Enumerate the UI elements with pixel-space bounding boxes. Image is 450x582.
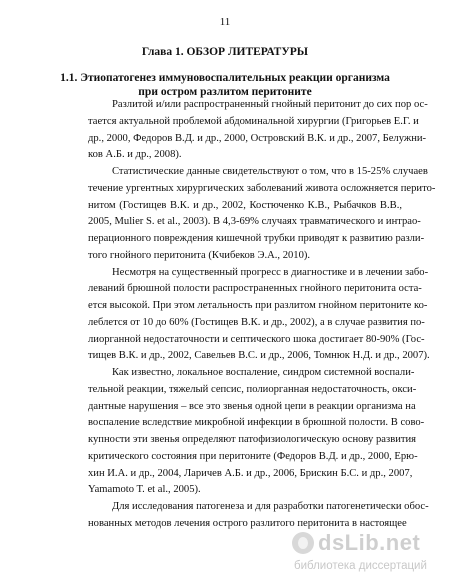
text-line: критического состояния при перитоните (Федоров В.Д. и др., 2000, Ерю- (88, 450, 418, 462)
page-number: 11 (219, 16, 231, 28)
text-line: Для исследования патогенеза и для разработки патогенетически обос- (112, 501, 429, 512)
text-line: Статистические данные свидетельствуют о том, что в 15-25% случаев (112, 166, 428, 177)
paragraph (88, 97, 428, 164)
text-line: тищев В.К. и др., 2002, Савельев В.С. и др., 2006, Томнюк Н.Д. и др., 2007). (88, 350, 430, 362)
paragraph (88, 365, 425, 499)
watermark (292, 530, 442, 576)
text-line: 2005, Mulier S. et al., 2003). В 4,3-69% случаях травматического и интрао- (88, 216, 421, 228)
text-line: того гнойного перитонита (Кчибеков Э.А., 2010). (88, 249, 311, 261)
text-line: др., 2000, Федоров В.Д. и др., 2000, Островский В.К. и др., 2007, Белужни- (88, 132, 427, 144)
text-line: леваний брюшной полости распространенных гнойного перитонита оста- (88, 283, 422, 295)
paragraph (88, 164, 436, 265)
section-title-line-2: при остром разлитом перитоните (138, 86, 312, 98)
watermark-logo: dsLib.net (318, 530, 421, 555)
text-line: дантные нарушения – все это звенья одной цепи в реакции организма на (88, 400, 416, 412)
text-line: лиорганной недостаточности и септического шока достигает 80-90% (Гос- (88, 333, 425, 345)
text-line: хин И.А. и др., 2004, Ларичев А.Б. и др., 2006, Брискин Б.С. и др., 2007, (88, 467, 413, 479)
text-line: тельной реакции, тяжелый сепсис, полиорганная недостаточность, окси- (88, 383, 417, 395)
chapter-title: Глава 1. ОБЗОР ЛИТЕРАТУРЫ (141, 46, 309, 58)
text-line: тается актуальной проблемой абдоминальной хирургии (Григорьев Е.Г. и (88, 115, 419, 127)
section-title-line-1: 1.1. Этиопатогенез иммуновоспалительных реакции организма (60, 72, 390, 84)
text-line: воспаление вследствие микробной инфекции в брюшной полости. В сово- (88, 417, 425, 429)
paragraph (88, 265, 430, 366)
text-line: купности эти звенья определяют патофизиологическую основу развития (88, 434, 417, 445)
text-line: перационного повреждения кишечной трубки приводят к развитию разли- (88, 233, 425, 244)
watermark-subtitle: библиотека диссертаций (294, 560, 427, 572)
text-line: течение ургентных хирургических заболеваний живота осложняется перито- (88, 182, 436, 194)
text-line: нованных методов лечения острого разлитого перитонита в настоящее (88, 517, 407, 529)
text-line: нитом (Гостищев В.К. и др., 2002, Костюченко К.В., Рыбачков В.В., (88, 199, 402, 211)
text-line: Yamamoto T. et al., 2005). (88, 484, 201, 496)
document-body (88, 97, 436, 533)
text-line: Несмотря на существенный прогресс в диагностике и в лечении забо- (112, 266, 429, 278)
text-line: ков А.Б. и др., 2008). (88, 149, 182, 161)
paragraph (88, 499, 429, 533)
text-line: Как известно, локальное воспаление, синдром системной воспали- (112, 367, 415, 378)
dslib-logo-icon (292, 532, 314, 554)
text-line: Разлитой и/или распространенный гнойный перитонит до сих пор ос- (112, 99, 428, 110)
text-line: ется высокой. При этом летальность при разлитом гнойном перитоните ко- (88, 300, 428, 311)
text-line: леблется от 10 до 60% (Гостищев В.К. и др., 2002), а в случае развития по- (88, 316, 425, 328)
